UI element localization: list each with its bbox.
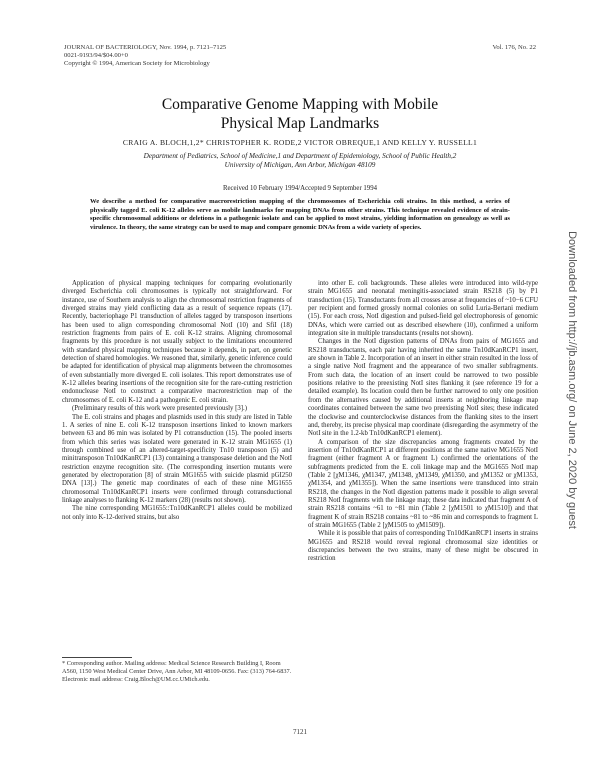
body-paragraph: The nine corresponding MG1655::Tn10dKanRCP1 alleles could be mobilized not only into K-12-derived strains, but also <box>62 505 292 521</box>
right-column <box>308 280 538 564</box>
journal-header <box>64 44 324 68</box>
corresponding-author-footnote: * Corresponding author. Mailing address: Medical Science Research Building I, Room A560, 1150 West Medical Center Drive, Ann Arbor, MI 48109-0656. Fax: (313) 764-6837. Electronic mail address: Craig.Bloch@UM.cc.UMich.edu. <box>62 660 292 683</box>
page-number: 7121 <box>293 728 307 736</box>
journal-line: JOURNAL OF BACTERIOLOGY, Nov. 1994, p. 7121–7125 <box>64 44 227 51</box>
footnote-divider <box>62 657 132 658</box>
download-watermark[interactable]: Downloaded from http://jb.asm.org/ on June 2, 2020 by guest <box>566 231 578 529</box>
volume-line: Vol. 176, No. 22 <box>492 44 536 51</box>
author-list: CRAIG A. BLOCH,1,2* CHRISTOPHER K. RODE,2 VICTOR OBREQUE,1 AND KELLY Y. RUSSELL1 <box>122 138 478 147</box>
body-paragraph: The E. coli strains and phages and plasmids used in this study are listed in Table 1. A series of nine E. coli K-12 transposon insertions linked to known markers between 63 and 86 min was isolated by P1 cotransduction (15). The pooled inserts from which this series was isolated were generated in K-12 strain MG1655 (1) through combined use of an altered-target-specificity Tn10 transposon (5) and minitransposon Tn10dKanRCP1 (13) containing a transposase deletion and the NotI restriction enzyme recognition site. (The corresponding insertion mutants were generated by electroporation [8] of strain MG1655 with suicide plasmid pGI250 DNA [13].) The genetic map coordinates of each of these nine MG1655 chromosomal Tn10dKanRCP1 inserts were confirmed through cotransductional linkage analyses to flanking K-12 markers (28) (results not shown). <box>62 413 292 504</box>
title-line-1: Comparative Genome Mapping with Mobile <box>161 96 439 113</box>
affiliations <box>60 152 540 170</box>
issn-line: 0021-9193/94/$04.00+0 <box>64 52 128 59</box>
affiliation-line-1: Department of Pediatrics, School of Medicine,1 and Department of Epidemiology, School of Public Health,2 <box>143 152 457 160</box>
article-title <box>40 95 560 133</box>
received-dates: Received 10 February 1994/Accepted 9 September 1994 <box>222 185 377 192</box>
body-paragraph: into other E. coli backgrounds. These alleles were introduced into wild-type strain MG1655 and neonatal meningitis-associated strain RS218 (5) by P1 transduction (15). Transductants from all crosses arose at frequencies of ~10−6 CFU per recipient and formed grossly normal colonies on solid Luria-Bertani medium (15). For each cross, NotI digestion and pulsed-field gel electrophoresis of genomic DNAs, which were carried out as described elsewhere (10), confirmed a uniform integration site in multiple transductants (results not shown). <box>308 280 538 338</box>
body-paragraph: A comparison of the size discrepancies among fragments created by the insertion of Tn10dKanRCP1 at different positions at the same native MG1655 NotI fragment (either fragment A or fragment L) confirmed the orientations of the subfragments predicted from the E. coli linkage map and the MG1655 NotI map (Table 2 [χM1346, χM1347, χM1348, χM1349, χM1350, and χM1352 or χM1353, χM1354, and χM1355]). When the same insertions were transduced into strain RS218, the changes in the NotI digestion patterns made it possible to align several RS218 NotI fragments with the linkage map; these data indicated that fragment A of strain RS218 contains ~61 to ~81 min (Table 2 [χM1501 to χM1510]) and that fragment K of strain RS218 contains ~81 to ~86 min and corresponds to fragment L of strain MG1655 (Table 2 [χM1505 to χM1509]). <box>308 438 538 529</box>
abstract: We describe a method for comparative macrorestriction mapping of the chromosomes of Escherichia coli strains. In this method, a series of physically tagged E. coli K-12 alleles serve as mobile landmarks for mapping DNAs from other strains. This technique revealed evidence of strain-specific chromosomal additions or deletions in a pathogenic isolate and can be applied to most strains, yielding information on genealogy as well as virulence. In theory, the same strategy can be used to map and compare genomic DNAs from a wide variety of species. <box>90 198 510 231</box>
body-paragraph: While it is possible that pairs of corresponding Tn10dKanRCP1 inserts in strains MG1655 and RS218 would reveal regional chromosomal size identities or discrepancies between the two strains, many of these might be obscured in restriction <box>308 530 538 563</box>
title-line-2: Physical Map Landmarks <box>220 115 380 132</box>
affiliation-line-2: University of Michigan, Ann Arbor, Michigan 48109 <box>224 161 376 169</box>
body-paragraph: Changes in the NotI digestion patterns of DNAs from pairs of MG1655 and RS218 transductants, each pair having inherited the same Tn10dKanRCP1 insert, are shown in Table 2. Incorporation of an insert in either strain resulted in the loss of a single native NotI fragment and the appearance of two smaller subfragments. From such data, the location of an insert could be narrowed to two possible positions relative to the preexisting NotI sites flanking it (see reference 19 for a detailed example). Its location could then be further narrowed to only one position from the alternatives caused by additional inserts at neighboring linkage map coordinates contained between the same two preexisting NotI sites; these indicated the clockwise and counterclockwise distances from the flanking sites to the insert and, thereby, its precise physical map coordinate (disregarding the asymmetry of the NotI site in the 1.2-kb Tn10dKanRCP1 element). <box>308 338 538 438</box>
left-column <box>62 280 292 522</box>
body-paragraph: (Preliminary results of this work were presented previously [3].) <box>72 405 247 413</box>
copyright-line: Copyright © 1994, American Society for Microbiology <box>64 60 210 67</box>
body-paragraph: Application of physical mapping techniques for comparing evolutionarily diverged Escherichia coli chromosomes is typically not straightforward. For instance, use of Southern analysis to align the chromosomal restriction fragments of diverged strains may yield conflicting data as a result of sequence repeats (17). Recently, bacteriophage P1 transduction of alleles tagged by transposon insertions has been used to align corresponding chromosomal NotI (10) and SfiI (18) restriction fragments from pairs of E. coli K-12 strains. Aligning chromosomal fragments by this procedure is not usually subject to the limitations encountered with standard physical mapping techniques because it depends, in part, on genetic detection of shared homologies. We reasoned that, similarly, genetic inference could be adapted for identification of physical map alignments between the chromosomes of even substantially more diverged E. coli isolates. This report demonstrates use of K-12 alleles bearing insertions of the recognition site for the rare-cutting restriction endonuclease NotI to construct a comparative macrorestriction map of the chromosomes of E. coli K-12 and a pathogenic E. coli strain. <box>62 280 292 404</box>
